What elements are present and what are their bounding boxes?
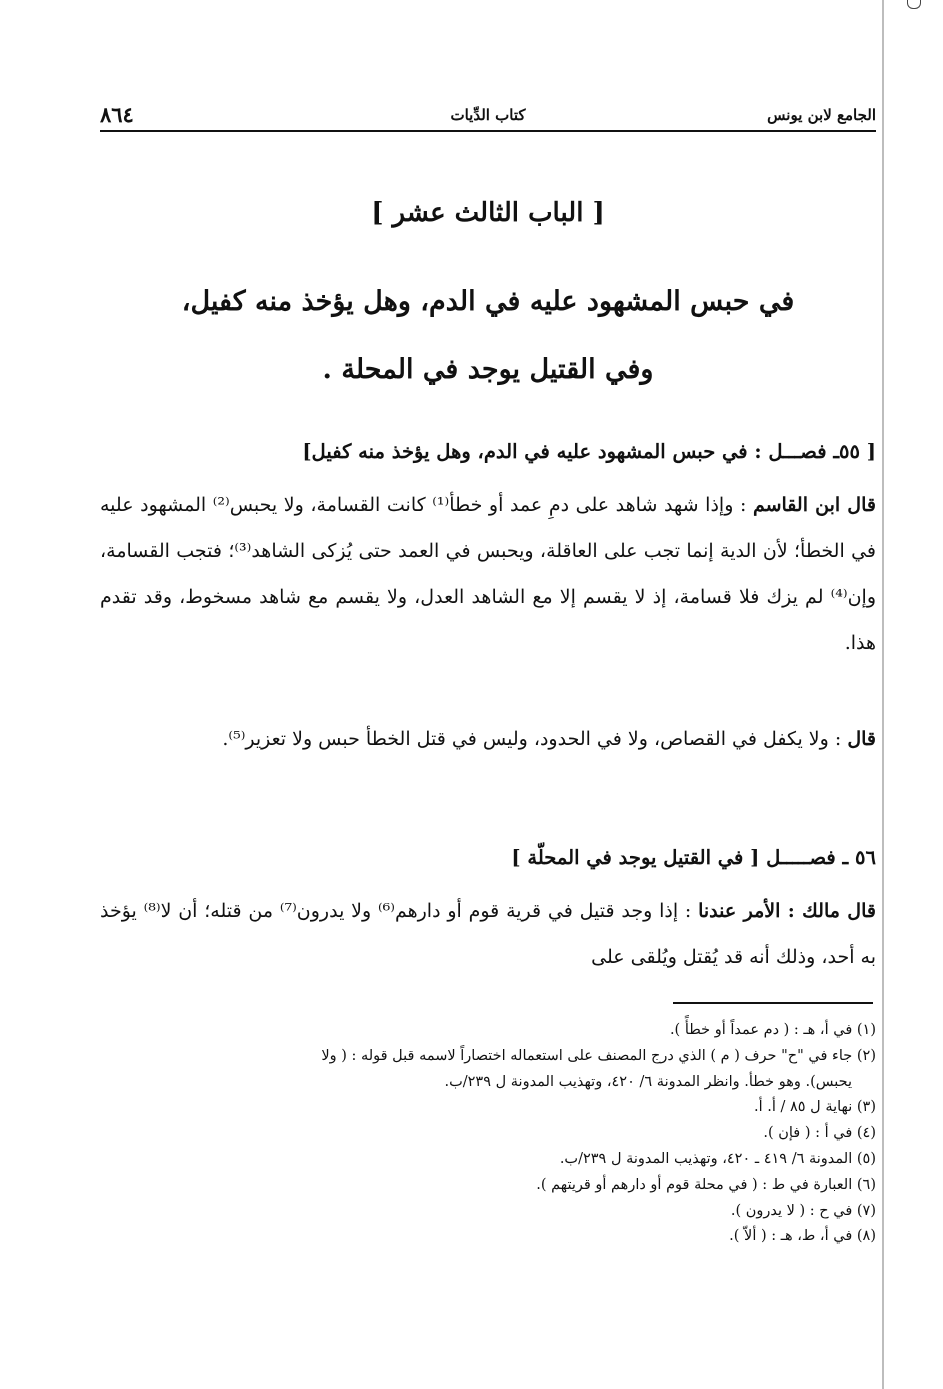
page-edge-rule	[882, 0, 884, 1389]
running-header	[100, 104, 876, 132]
paragraph-qala	[100, 716, 876, 762]
footnote-2: (٢) جاء في "ح" حرف ( م ) الذي درج المصنف على استعماله اختصاراً لاسمه قبل قوله : ( ولا	[321, 1047, 876, 1064]
paragraph-text: : ولا يكفل في القصاص، ولا في الحدود، وليس في قتل الخطأ حبس ولا تعزير⁽⁵⁾.	[222, 728, 848, 750]
footnote-4: (٤) في أ : ( فإن ).	[763, 1125, 876, 1142]
footnote-2-continued: يحبس). وهو خطأ. وانظر المدونة ٦/ ٤٢٠، وتهذيب المدونة ل ٢٣٩/ب.	[444, 1073, 852, 1090]
paragraph-ibn-alqasim	[100, 482, 876, 666]
footnote-rule	[673, 1002, 873, 1004]
header-rule	[100, 130, 876, 132]
footnotes	[100, 1018, 876, 1250]
footnote-7: (٧) في ح : ( لا يدرون ).	[730, 1202, 876, 1219]
chapter-title-line-2: وفي القتيل يوجد في المحلة .	[322, 354, 654, 385]
section-heading-55: [ ٥٥ـ فصـــل : في حبس المشهود عليه في الدم، وهل يؤخذ منه كفيل]	[302, 440, 876, 463]
footnote-5: (٥) المدونة ٦/ ٤١٩ ـ ٤٢٠، وتهذيب المدونة ل ٢٣٩/ب.	[559, 1150, 876, 1167]
chapter-title-line-1: في حبس المشهود عليه في الدم، وهل يؤخذ منه كفيل،	[181, 286, 795, 317]
paragraph-lead: قال	[847, 728, 876, 750]
paragraph-malik	[100, 888, 876, 980]
chapter-name: كتاب الدِّيات	[450, 106, 526, 124]
paragraph-lead: قال مالك : الأمر عندنا	[698, 900, 876, 922]
footnote-6: (٦) العبارة في ط : ( في محلة قوم أو دارهم أو قريتهم ).	[536, 1176, 876, 1193]
corner-mark	[907, 0, 921, 9]
chapter-label: [ الباب الثالث عشر ]	[371, 198, 605, 228]
paragraph-text: : وإذا شهد شاهد على دمِ عمد أو خطأ⁽¹⁾ كانت القسامة، ولا يحبس⁽²⁾ المشهود عليه في الخطأ؛ لأن الدية إنما تجب على العاقلة، ويحبس في العمد حتى يُزكى الشاهد⁽³⁾؛ فتجب القسامة، وإن⁽⁴⁾ لم يزك فلا قسامة، إذ لا يقسم إلا مع الشاهد العدل، ولا يقسم مع شاهد مسخوط، وقد تقدم هذا.	[100, 494, 876, 654]
footnote-1: (١) في أ، هـ : ( دم عمداً أو خطأً ).	[669, 1022, 876, 1038]
section-heading-56: ٥٦ ـ فصـــــل [ في القتيل يوجد في المحلّة ]	[511, 846, 876, 869]
page-number: ٨٦٤	[100, 102, 134, 127]
paragraph-lead: قال ابن القاسم	[752, 494, 876, 516]
footnote-3: (٣) نهاية ل ٨٥ / أ. أ.	[753, 1099, 876, 1116]
footnote-8: (٨) في أ، ط، هـ : ( ألاّ ).	[729, 1228, 876, 1245]
book-title: الجامع لابن يونس	[767, 106, 876, 124]
paragraph-text: : إذا وجد قتيل في قرية قوم أو دارهم⁽⁶⁾ ولا يدرون⁽⁷⁾ من قتله؛ أن لا⁽⁸⁾ يؤخذ به أحد، وذلك أنه قد يُقتل ويُلقى على	[100, 900, 876, 968]
